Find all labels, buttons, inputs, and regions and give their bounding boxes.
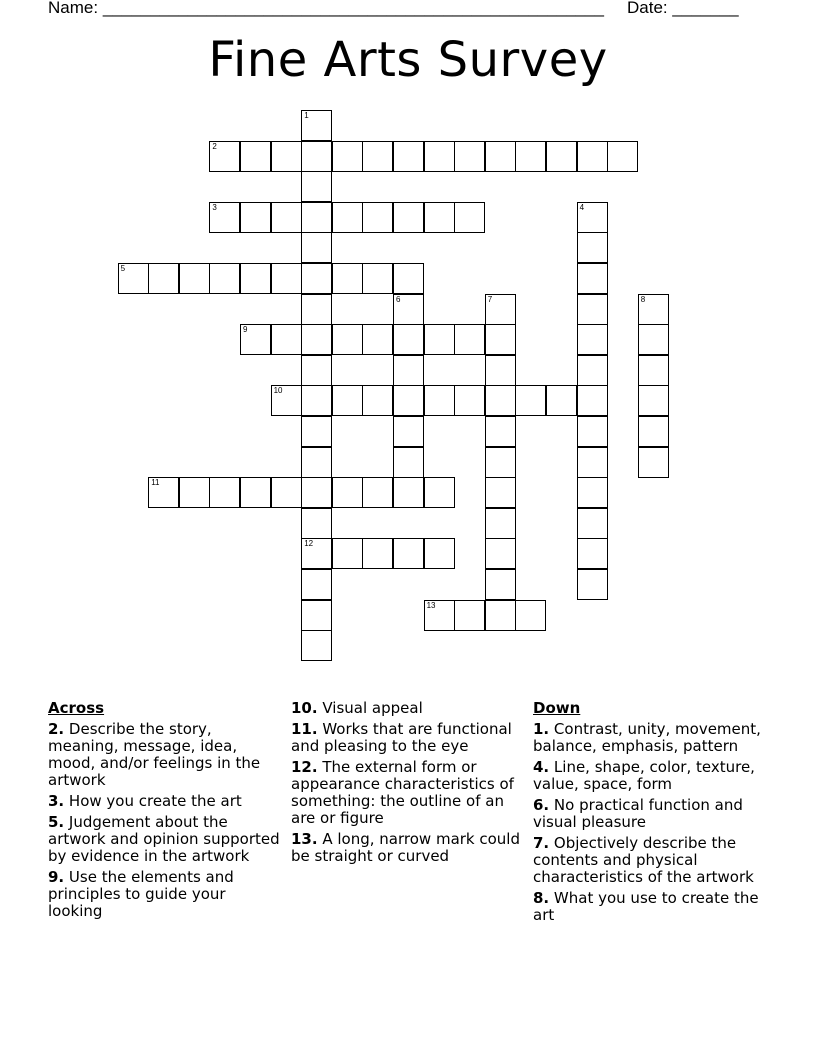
grid-cell[interactable] <box>485 355 516 386</box>
grid-cell[interactable] <box>577 202 608 233</box>
grid-cell[interactable] <box>577 569 608 600</box>
cell-number: 13 <box>426 600 436 610</box>
grid-cell[interactable] <box>393 141 424 172</box>
grid-cell[interactable] <box>454 202 485 233</box>
page-title: Fine Arts Survey <box>208 32 608 88</box>
grid-cell[interactable] <box>209 202 240 233</box>
cell-number: 4 <box>579 202 585 212</box>
clue-down: 1. Contrast, unity, movement, balance, emphasis, pattern <box>533 720 761 755</box>
grid-cell[interactable] <box>240 477 271 508</box>
grid-cell[interactable] <box>362 141 393 172</box>
grid-cell[interactable] <box>393 294 424 325</box>
grid-cell[interactable] <box>577 508 608 539</box>
grid-cell[interactable] <box>424 538 455 569</box>
grid-cell[interactable] <box>638 385 669 416</box>
grid-cell[interactable] <box>301 630 332 661</box>
grid-cell[interactable] <box>638 416 669 447</box>
across-column <box>48 700 283 924</box>
clue-down: 6. No practical function and visual pleasure <box>533 796 743 831</box>
grid-cell[interactable] <box>301 110 332 141</box>
grid-cell[interactable] <box>362 538 393 569</box>
grid-cell[interactable] <box>393 538 424 569</box>
grid-cell[interactable] <box>393 263 424 294</box>
clue-across: 11. Works that are functional and pleasing to the eye <box>291 720 512 755</box>
grid-cell[interactable] <box>301 569 332 600</box>
grid-cell[interactable] <box>577 416 608 447</box>
grid-cell[interactable] <box>393 355 424 386</box>
grid-cell[interactable] <box>332 477 363 508</box>
clue-across: 2. Describe the story, meaning, message, idea, mood, and/or feelings in the artwork <box>48 720 261 789</box>
grid-cell[interactable] <box>424 324 455 355</box>
clue-across: 13. A long, narrow mark could be straight or curved <box>291 830 520 865</box>
grid-cell[interactable] <box>393 202 424 233</box>
grid-cell[interactable] <box>577 447 608 478</box>
grid-cell[interactable] <box>209 141 240 172</box>
grid-cell[interactable] <box>485 508 516 539</box>
grid-cell[interactable] <box>301 477 332 508</box>
grid-cell[interactable] <box>332 385 363 416</box>
name-blank[interactable]: _____________________________________________________ <box>102 0 604 17</box>
grid-cell[interactable] <box>362 202 393 233</box>
clue-across: 5. Judgement about the artwork and opinion supported by evidence in the artwork <box>48 813 280 865</box>
grid-cell[interactable] <box>638 294 669 325</box>
grid-cell[interactable] <box>607 141 638 172</box>
across-heading: Across <box>48 699 105 717</box>
grid-cell[interactable] <box>393 324 424 355</box>
grid-cell[interactable] <box>301 538 332 569</box>
clue-down: 8. What you use to create the art <box>533 889 759 924</box>
grid-cell[interactable] <box>577 538 608 569</box>
grid-cell[interactable] <box>240 141 271 172</box>
grid-cell[interactable] <box>515 385 546 416</box>
grid-cell[interactable] <box>424 202 455 233</box>
grid-cell[interactable] <box>271 202 302 233</box>
grid-cell[interactable] <box>301 416 332 447</box>
down-heading: Down <box>533 699 581 717</box>
clue-across: 3. How you create the art <box>48 792 242 810</box>
grid-cell[interactable] <box>424 600 455 631</box>
cell-number: 7 <box>487 294 493 304</box>
grid-cell[interactable] <box>485 538 516 569</box>
cell-number: 5 <box>120 264 126 273</box>
grid-cell[interactable] <box>179 477 210 508</box>
grid-cell[interactable] <box>332 324 363 355</box>
grid-cell[interactable] <box>577 355 608 386</box>
grid-cell[interactable] <box>577 232 608 263</box>
grid-cell[interactable] <box>362 385 393 416</box>
grid-cell[interactable] <box>485 324 516 355</box>
cell-number: 1 <box>304 111 309 120</box>
grid-cell[interactable] <box>485 141 516 172</box>
cell-number: 6 <box>396 294 401 304</box>
grid-cell[interactable] <box>301 171 332 202</box>
grid-cell[interactable] <box>240 324 271 355</box>
grid-cell[interactable] <box>454 324 485 355</box>
grid-cell[interactable] <box>148 477 179 508</box>
grid-cell[interactable] <box>301 600 332 631</box>
cell-number: 12 <box>304 539 314 549</box>
name-label: Name: <box>48 0 99 17</box>
grid-cell[interactable] <box>118 263 149 294</box>
grid-cell[interactable] <box>577 385 608 416</box>
clue-across: 12. The external form or appearance characteristics of something: the outline of an are or figure <box>291 758 514 827</box>
down-column <box>533 700 773 928</box>
grid-cell[interactable] <box>424 477 455 508</box>
grid-cell[interactable] <box>393 447 424 478</box>
cell-number: 10 <box>273 386 283 396</box>
clue-down: 4. Line, shape, color, texture, value, space, form <box>533 758 755 793</box>
clue-across: 10. Visual appeal <box>291 699 423 717</box>
grid-cell[interactable] <box>301 232 332 263</box>
across-column-continued <box>291 700 527 869</box>
grid-cell[interactable] <box>485 600 516 631</box>
grid-cell[interactable] <box>546 385 577 416</box>
grid-cell[interactable] <box>424 141 455 172</box>
grid-cell[interactable] <box>301 508 332 539</box>
grid-cell[interactable] <box>209 263 240 294</box>
grid-cell[interactable] <box>454 141 485 172</box>
cell-number: 11 <box>151 478 160 488</box>
cell-number: 9 <box>243 325 248 335</box>
grid-cell[interactable] <box>577 477 608 508</box>
grid-cell[interactable] <box>301 385 332 416</box>
grid-cell[interactable] <box>638 324 669 355</box>
grid-cell[interactable] <box>485 569 516 600</box>
grid-cell[interactable] <box>240 263 271 294</box>
grid-cell[interactable] <box>485 447 516 478</box>
grid-cell[interactable] <box>271 141 302 172</box>
grid-cell[interactable] <box>301 355 332 386</box>
grid-cell[interactable] <box>424 385 455 416</box>
grid-cell[interactable] <box>485 294 516 325</box>
cell-number: 2 <box>212 141 217 151</box>
grid-cell[interactable] <box>485 416 516 447</box>
grid-cell[interactable] <box>485 477 516 508</box>
grid-cell[interactable] <box>577 263 608 294</box>
grid-cell[interactable] <box>148 263 179 294</box>
date-blank[interactable]: _______ <box>672 0 739 17</box>
grid-cell[interactable] <box>301 447 332 478</box>
clue-down: 7. Objectively describe the contents and physical characteristics of the artwork <box>533 834 754 886</box>
grid-cell[interactable] <box>362 477 393 508</box>
grid-cell[interactable] <box>209 477 240 508</box>
grid-cell[interactable] <box>271 385 302 416</box>
grid-cell[interactable] <box>332 141 363 172</box>
grid-cell[interactable] <box>301 141 332 172</box>
clue-across: 9. Use the elements and principles to guide your looking <box>48 868 234 920</box>
grid-cell[interactable] <box>515 141 546 172</box>
grid-cell[interactable] <box>271 263 302 294</box>
grid-cell[interactable] <box>393 385 424 416</box>
grid-cell[interactable] <box>332 263 363 294</box>
cell-number: 3 <box>212 202 217 212</box>
grid-cell[interactable] <box>454 600 485 631</box>
grid-cell[interactable] <box>301 202 332 233</box>
grid-cell[interactable] <box>271 477 302 508</box>
grid-cell[interactable] <box>332 538 363 569</box>
grid-cell[interactable] <box>362 324 393 355</box>
grid-cell[interactable] <box>577 294 608 325</box>
grid-cell[interactable] <box>454 385 485 416</box>
date-label: Date: <box>627 0 668 17</box>
grid-cell[interactable] <box>546 141 577 172</box>
grid-cell[interactable] <box>515 600 546 631</box>
cell-number: 8 <box>640 294 646 304</box>
grid-cell[interactable] <box>577 141 608 172</box>
grid-cell[interactable] <box>301 294 332 325</box>
grid-cell[interactable] <box>638 447 669 478</box>
grid-cell[interactable] <box>393 477 424 508</box>
grid-cell[interactable] <box>362 263 393 294</box>
grid-cell[interactable] <box>271 324 302 355</box>
grid-cell[interactable] <box>393 416 424 447</box>
grid-cell[interactable] <box>332 202 363 233</box>
grid-cell[interactable] <box>301 324 332 355</box>
grid-cell[interactable] <box>301 263 332 294</box>
grid-cell[interactable] <box>485 385 516 416</box>
grid-cell[interactable] <box>179 263 210 294</box>
grid-cell[interactable] <box>638 355 669 386</box>
grid-cell[interactable] <box>577 324 608 355</box>
grid-cell[interactable] <box>240 202 271 233</box>
